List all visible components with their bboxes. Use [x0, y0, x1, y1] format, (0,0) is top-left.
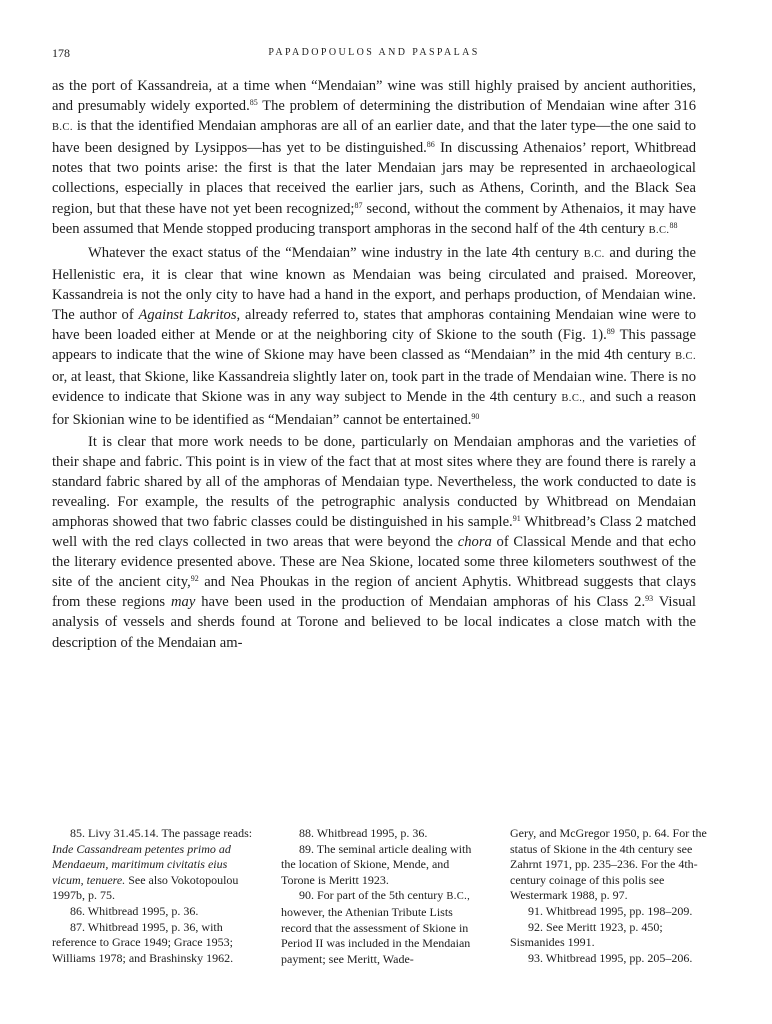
footnote-ref-89[interactable]: 89 — [606, 327, 615, 337]
footnote-90: 90. For part of the 5th century B.C., however, the Athenian Tribute Lists record that the assessment of Skione in Period II was included in the Mendaian payment; see Meritt, Wade- — [281, 888, 471, 966]
footnote-92: 92. See Meritt 1923, p. 450; Sismanides 1991. — [510, 919, 663, 950]
footnote-ref-86[interactable]: 86 — [426, 140, 435, 150]
page-header — [52, 46, 696, 64]
work-title: Against Lakritos, — [138, 307, 241, 324]
footnote-ref-87[interactable]: 87 — [354, 200, 363, 210]
paragraph-3: It is clear that more work needs to be done, particularly on Mendaian amphoras and the varieties of their shape and fabric. This point is in view of the fact that at most sites where they are found there is rarely a standard fabric shared by all of the amphoras of Mendaian type. Nevertheless, the work conducted to date is revealing. For example, the results of the petrographic analysis conducted by Whitbread on Mendaian amphoras showed that two fabric classes could be distinguished in his sample.$^{91}$ Whitbread’s Class 2 matched well with the red clays collected in two areas that were beyond the chora of Classical Mende and that echo the literary evidence presented above. These are Nea Skione, located some three kilometers southwest of the site of the ancient city,$^{92}$ and Nea Phoukas in the region of ancient Aphytis. Whitbread suggests that clays from these regions may have been used in the production of Mendaian amphoras of his Class 2.93 Visual analysis of vessels and sherds found at Torone and believed to be local indicates a close match with the description of the Mendaian am- — [52, 433, 697, 651]
footnote-ref-92[interactable]: 92 — [190, 574, 199, 584]
page-number: 178 — [52, 46, 70, 60]
footnote-85: 85. Livy 31.45.14. The passage reads: Inde Cassandream petentes primo ad Mendaeum, maritimum civitatis eius vicum, tenuere. See also Vokotopoulou 1997b, p. 75. — [52, 826, 253, 903]
footnote-88: 88. Whitbread 1995, p. 36. — [299, 826, 428, 840]
paragraph-2: Whatever the exact status of the “Mendaian” wine industry in the late 4th century B.C. and during the Hellenistic era, it is clear that wine known as Mendaian was being circulated and praised. Moreover, Kassandreia is not the only city to have had a hand in the export, and perhaps production, of Mendaian wine. The author of Against Lakritos, already referred to, states that amphoras containing Mendaian wine were to have been loaded either at Mende or at the neighboring city of Skione to the south (Fig. 1).$^{89}$ This passage appears to indicate that the wine of Skione may have been classed as “Mendaian” in the mid 4th century B.C. or, at least, that Skione, like Kassandreia slightly later on, took part in the trade of Mendaian wine. There is no evidence to indicate that Skione was in any way subject to Mende in the 4th century B.C., and such a reason for Skionian wine to be identified as “Mendaian” cannot be entertained.$^{90}$ — [52, 244, 697, 428]
running-head: PAPADOPOULOS AND PASPALAS — [268, 47, 480, 58]
footnote-ref-91[interactable]: 91 — [512, 513, 521, 523]
footnote-86: 86. Whitbread 1995, p. 36. — [70, 903, 199, 918]
main-text — [52, 76, 696, 655]
footnote-column-1 — [52, 826, 256, 966]
footnote-93: 93. Whitbread 1995, pp. 205–206. — [528, 950, 693, 965]
footnote-87: 87. Whitbread 1995, p. 36, with reference to Grace 1949; Grace 1953; Williams 1978; and Brashinsky 1962. — [52, 919, 234, 965]
footnote-ref-93[interactable]: 93 — [645, 594, 654, 604]
footnote-column-2 — [281, 826, 485, 967]
footnotes — [52, 826, 712, 1006]
footnote-ref-90[interactable]: 90 — [471, 411, 480, 421]
footnote-91: 91. Whitbread 1995, pp. 198–209. — [528, 903, 693, 918]
footnote-ref-88[interactable]: 88 — [669, 220, 678, 230]
footnote-90-continued: Gery, and McGregor 1950, p. 64. For the status of Skione in the 4th century see Zahrnt 1971, pp. 235–236. For the 4th-century coinage of this polis see Westermark 1988, p. 97. — [510, 826, 707, 903]
footnote-89: 89. The seminal article dealing with the location of Skione, Mende, and Torone is Meritt 1923. — [281, 841, 472, 887]
paragraph-1: as the port of Kassandreia, at a time when “Mendaian” wine was still highly praised by ancient authorities, and presumably widely exported.$^{85}$ The problem of determining the distribution of Mendaian wine after 316 B.C. is that the identified Mendaian amphoras are all of an earlier date, and that the later type—the one said to have been designed by Lysippos—has yet to be distinguished.$^{86}$ In discussing Athenaios’ report, Whitbread notes that two points arise: the first is that the later Mendaian jars may be represented in archaeological collections, especially in places that received the earlier jars, such as Athens, Corinth, and the Black Sea region, but that these have not yet been recognized;$^{87}$ second, without the comment by Athenaios, it may have been assumed that Mende stopped producing transport amphoras in the second half of the 4th century B.C.$^{88}$ — [52, 78, 697, 237]
footnote-column-3 — [510, 826, 716, 966]
footnote-ref-85[interactable]: 85 — [249, 98, 258, 108]
